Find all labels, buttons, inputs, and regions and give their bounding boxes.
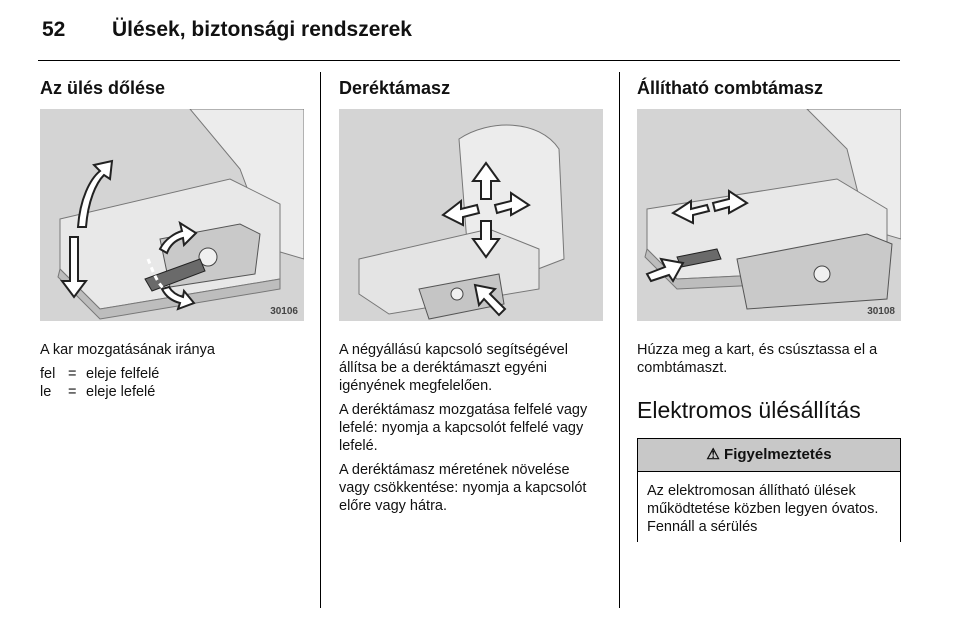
thigh-support-illustration <box>637 109 901 321</box>
warning-text: Az elektromosan állítható ülések működtetése közben legyen óvatos. Fennáll a sérülés <box>647 483 879 535</box>
column-right <box>637 72 901 542</box>
figure-seat-tilt <box>40 109 304 321</box>
header-divider <box>38 60 900 61</box>
column-divider-2 <box>619 72 620 608</box>
section-heading-seat-tilt: Az ülés dőlése <box>40 78 166 98</box>
page-number: 52 <box>42 18 66 41</box>
column-middle <box>339 72 603 521</box>
definition-list <box>40 365 304 401</box>
warning-title: Figyelmeztetés <box>724 446 832 463</box>
column-left <box>40 72 304 401</box>
warning-header <box>638 439 900 472</box>
paragraph: Húzza meg a kart, és csúsztassa el a combtámaszt. <box>637 342 878 376</box>
paragraph: A deréktámasz mozgatása felfelé vagy lefelé: nyomja a kapcsolót felfelé vagy lefelé. <box>339 402 588 454</box>
seat-tilt-illustration <box>40 109 304 321</box>
warning-triangle-icon: ⚠ <box>706 446 720 463</box>
figure-number: 30106 <box>270 306 298 317</box>
figure-caption: A kar mozgatásának iránya <box>40 342 215 358</box>
section-heading-electric-seat: Elektromos ülésállítás <box>637 397 861 423</box>
section-heading-lumbar: Deréktámasz <box>339 78 451 98</box>
lumbar-illustration <box>339 109 603 321</box>
figure-lumbar-support <box>339 109 603 321</box>
page-header <box>42 18 412 42</box>
figure-thigh-support <box>637 109 901 321</box>
figure-number: 30108 <box>867 306 895 317</box>
section-heading-thigh-support: Állítható combtámasz <box>637 78 824 98</box>
paragraph: A négyállású kapcsoló segítségével állítsa be a deréktámaszt egyéni igényének megfelelően. <box>339 342 568 394</box>
column-divider-1 <box>320 72 321 608</box>
definition-row: le = eleje lefelé <box>40 384 156 400</box>
page-title: Ülések, biztonsági rendszerek <box>112 18 412 41</box>
paragraph: A deréktámasz méretének növelése vagy csökkentése: nyomja a kapcsolót előre vagy hátra. <box>339 462 587 514</box>
definition-row: fel = eleje felfelé <box>40 366 160 382</box>
warning-box <box>637 438 901 542</box>
